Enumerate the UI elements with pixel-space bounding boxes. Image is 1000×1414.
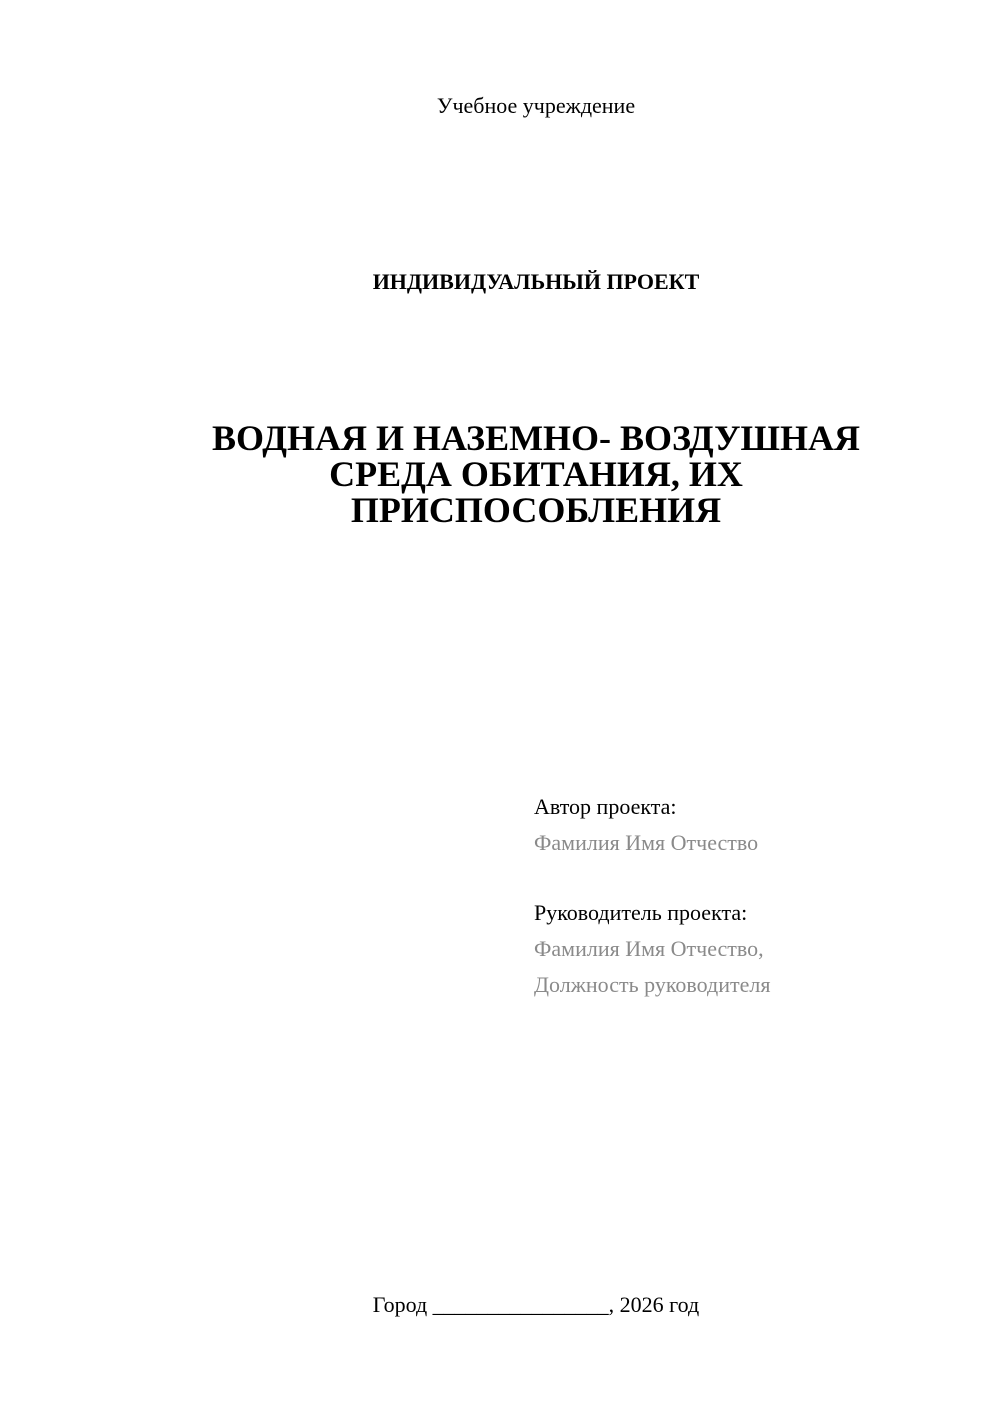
author-label: Автор проекта:: [534, 794, 677, 819]
supervisor-name: Фамилия Имя Отчество,: [534, 936, 764, 961]
project-title: [150, 420, 922, 528]
title-line: ВОДНАЯ И НАЗЕМНО- ВОЗДУШНАЯ: [211, 418, 861, 458]
author-name: Фамилия Имя Отчество: [534, 830, 759, 855]
title-line: СРЕДА ОБИТАНИЯ, ИХ: [329, 454, 743, 494]
credits-block: [534, 789, 974, 1003]
supervisor-label: Руководитель проекта:: [534, 900, 748, 925]
spacer: [534, 861, 974, 895]
city-year-footer: Город ________________, 2026 год: [372, 1292, 700, 1317]
title-line: ПРИСПОСОБЛЕНИЯ: [350, 490, 722, 530]
supervisor-position: Должность руководителя: [534, 972, 771, 997]
document-type: ИНДИВИДУАЛЬНЫЙ ПРОЕКТ: [372, 269, 700, 294]
institution-name: Учебное учреждение: [436, 93, 636, 118]
